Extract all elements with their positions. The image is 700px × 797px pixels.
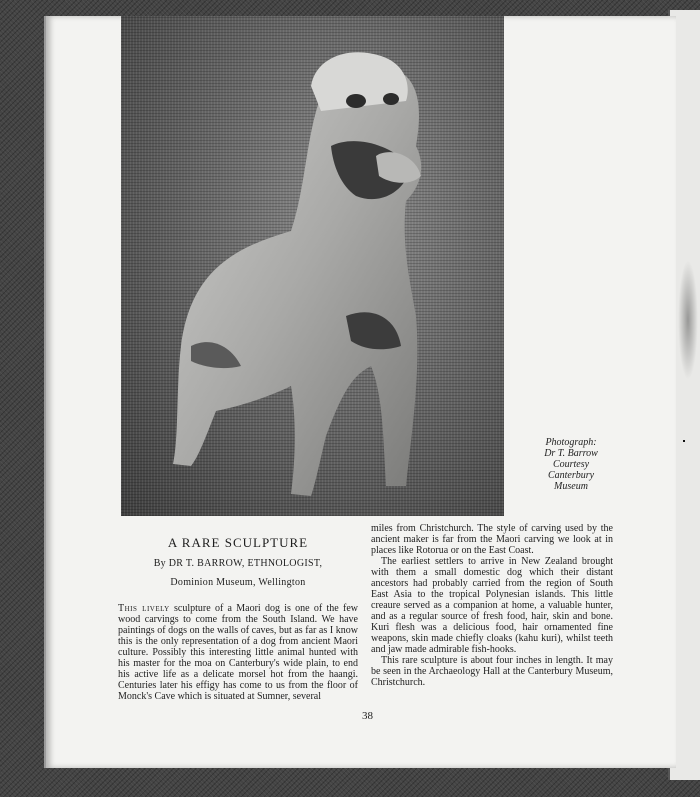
article-byline: By DR T. BARROW, ETHNOLOGIST, <box>153 558 323 569</box>
article-right-column <box>371 523 613 688</box>
scan-mark <box>683 440 685 442</box>
caption-line-2: Dr T. Barrow <box>544 448 598 459</box>
article-affiliation: Dominion Museum, Wellington <box>170 577 306 588</box>
article-left-column <box>118 535 358 702</box>
lead-in-text: This lively <box>118 603 170 614</box>
article-paragraph-1-continued: miles from Christchurch. The style of carving used by the ancient maker is far from the Maori carving we look at in places like Rotorua or on the East Coast. <box>371 523 613 556</box>
caption-line-3: Courtesy <box>552 459 590 470</box>
caption-line-5: Museum <box>554 481 588 492</box>
caption-line-1: Photograph: <box>545 437 597 448</box>
caption-line-4: Canterbury <box>547 470 595 481</box>
facing-page-smudge <box>678 260 698 380</box>
paragraph-1-body: sculpture of a Maori dog is one of the few wood carvings to come from the South Island. We have paintings of dogs on the walls of caves, but as far as I know this is the only representation of a dog from ancient Maori culture. Possibly this interesting little animal hunted with his master for the moa on Canterbury's wide plain, to end his active life as a delicate morsel hot from the haangi. Centuries later his effigy has come to us from the floor of Monck's Cave which is situated at Sumner, several <box>118 603 358 702</box>
dog-carving-illustration <box>121 16 504 516</box>
photo-caption <box>516 437 626 492</box>
article-paragraph-3: This rare sculpture is about four inches in length. It may be seen in the Archaeology Hall at the Canterbury Museum, Christchurch. <box>371 655 613 688</box>
article-paragraph-1 <box>118 603 358 702</box>
sculpture-photograph <box>121 16 504 516</box>
article-paragraph-2: The earliest settlers to arrive in New Zealand brought with them a small domestic dog which their distant ancestors had probably carried from the region of South East Asia to the tropical Polynesian islands. This little creaure served as a companion at home, a valuable hunter, and as a regular source of fresh food, hair, skin and bone. Kuri flesh was a delicious food, hair ornamented fine weapons, skin made chiefly cloaks (kahu kuri), whilst teeth and jaw made admirable fish-hooks. <box>371 556 613 655</box>
article-title: A RARE SCULPTURE <box>167 535 309 550</box>
page-number: 38 <box>362 710 373 722</box>
